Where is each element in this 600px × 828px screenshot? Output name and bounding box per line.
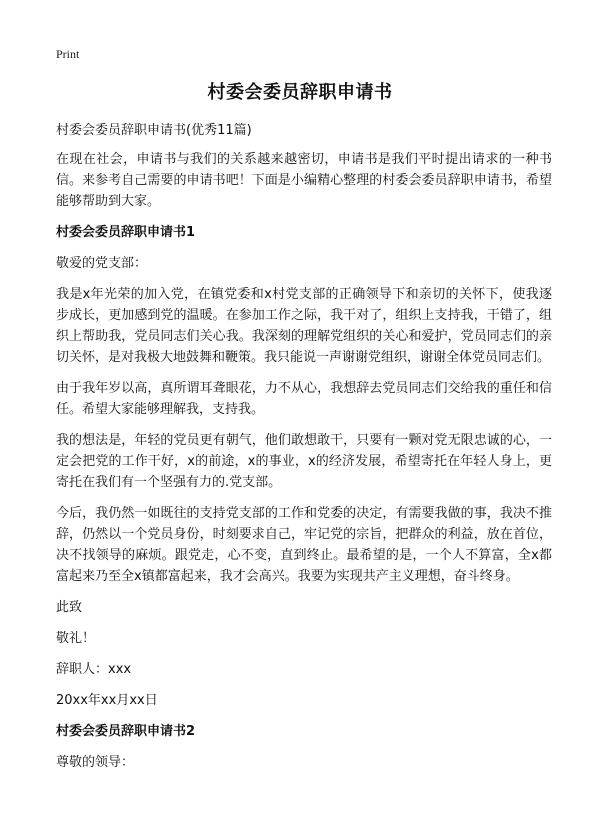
closing-line-1: 此致: [56, 600, 83, 615]
intro-paragraph: 在现在社会，申请书与我们的关系越来越密切，申请书是我们平时提出请求的一种书信。来参考自己需要的申请书吧！下面是小编精心整理的村委会委员辞职申请书，希望能够帮助到大家。: [56, 152, 552, 209]
document-subtitle: 村委会委员辞职申请书(优秀11篇): [56, 123, 252, 138]
closing-line-2: 敬礼！: [56, 631, 96, 646]
section-heading-1: 村委会委员辞职申请书1: [56, 225, 196, 240]
date-line: 20xx年xx月xx日: [56, 693, 158, 708]
greeting-2: 尊敬的领导：: [56, 755, 135, 770]
greeting-1: 敬爱的党支部：: [56, 256, 148, 271]
page-title: 村委会委员辞职申请书: [207, 82, 393, 103]
section-heading-2: 村委会委员辞职申请书2: [56, 724, 196, 739]
body-paragraph-1: 我是x年光荣的加入党，在镇党委和x村党支部的正确领导下和亲切的关怀下，使我逐步成长，更加感到党的温暖。在参加工作之际，我干对了，组织上支持我，干错了，组织上帮助我，党员同志们关心我。我深刻的理解党组织的关心和爱护，党员同志们的亲切关怀，是对我极大地鼓舞和鞭策。我只能说一声谢谢党组织，谢谢全体党员同志们。: [56, 287, 552, 365]
print-link[interactable]: Print: [56, 47, 80, 61]
signature-line: 辞职人：xxx: [56, 662, 132, 677]
body-paragraph-2: 由于我年岁以高，真所谓耳聋眼花，力不从心，我想辞去党员同志们交给我的重任和信任。希望大家能够理解我，支持我。: [56, 381, 552, 417]
document-body: [56, 120, 552, 783]
body-paragraph-3: 我的想法是，年轻的党员更有朝气，他们敢想敢干，只要有一颗对党无限忠诚的心，一定会把党的工作干好，x的前途，x的事业，x的经济发展，希望寄托在年轻人身上，更寄托在我们有一个坚强有力的.党支部。: [56, 433, 552, 490]
body-paragraph-4: 今后，我仍然一如既往的支持党支部的工作和党委的决定，有需要我做的事，我决不推辞，仍然以一个党员身份，时刻要求自己，牢记党的宗旨，把群众的利益，放在首位，决不找领导的麻烦。跟党走，心不变，直到终止。最希望的是，一个人不算富，全x都富起来乃至全x镇都富起来，我才会高兴。我要为实现共产主义理想，奋斗终身。: [56, 506, 552, 584]
